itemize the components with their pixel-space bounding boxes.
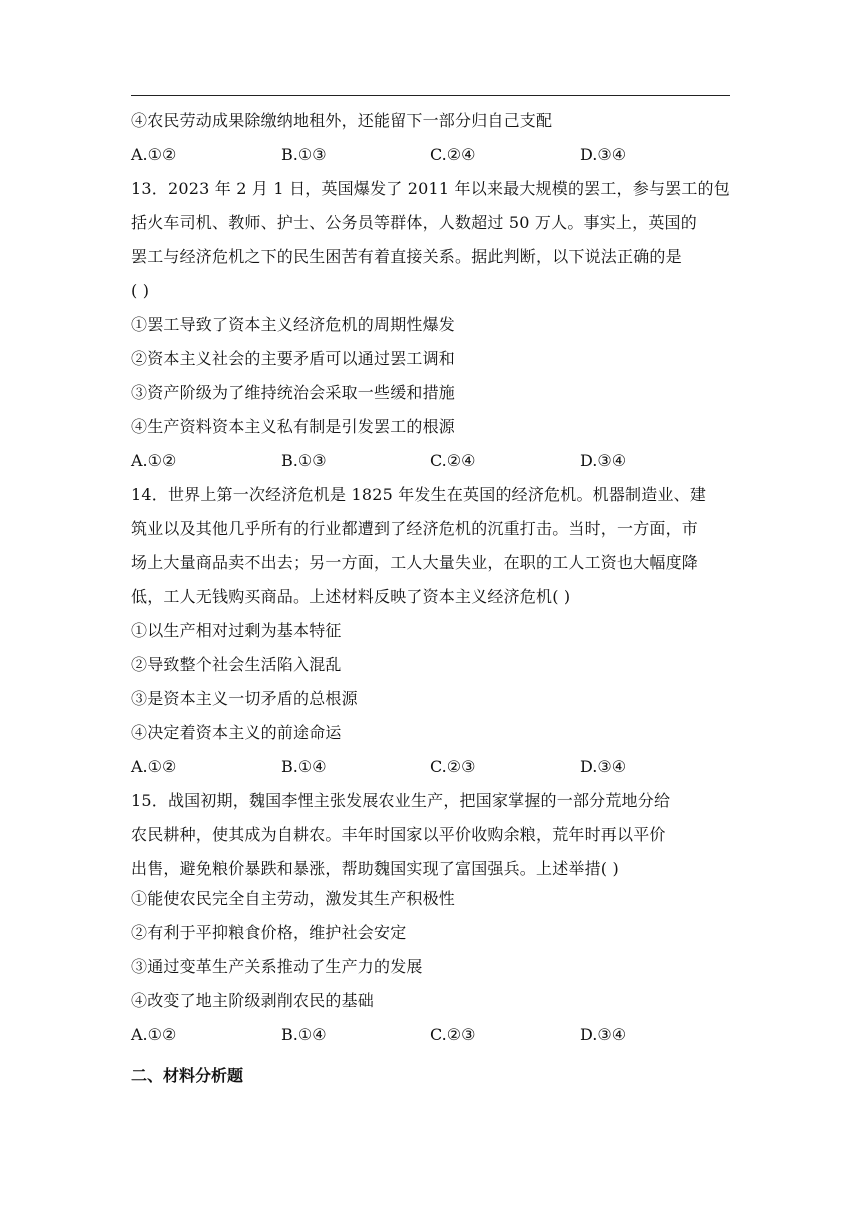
q15-answer-a: A.①② bbox=[131, 1025, 177, 1044]
q15-option-1: ①能使农民完全自主劳动，激发其生产积极性 bbox=[131, 889, 456, 908]
q13-option-3: ③资产阶级为了维持统治会采取一些缓和措施 bbox=[131, 383, 456, 402]
q12-answer-a: A.①② bbox=[131, 145, 177, 164]
q13-stem-line-2: 括火车司机、教师、护士、公务员等群体，人数超过 50 万人。事实上，英国的 bbox=[131, 213, 697, 232]
q14-stem-line-1: 14．世界上第一次经济危机是 1825 年发生在英国的经济危机。机器制造业、建 bbox=[131, 485, 707, 504]
q15-option-2: ②有利于平抑粮食价格，维护社会安定 bbox=[131, 923, 407, 942]
q14-answer-d: D.③④ bbox=[580, 757, 627, 776]
q15-stem-line-2: 农民耕种，使其成为自耕农。丰年时国家以平价收购余粮，荒年时再以平价 bbox=[131, 825, 666, 844]
q14-stem-line-3: 场上大量商品卖不出去；另一方面，工人大量失业，在职的工人工资也大幅度降 bbox=[131, 553, 699, 572]
q13-option-2: ②资本主义社会的主要矛盾可以通过罢工调和 bbox=[131, 349, 456, 368]
q15-stem-line-1: 15．战国初期，魏国李悝主张发展农业生产，把国家掌握的一部分荒地分给 bbox=[131, 791, 671, 810]
q15-answer-d: D.③④ bbox=[580, 1025, 627, 1044]
q12-answer-choices bbox=[131, 145, 731, 165]
q13-stem-line-3: 罢工与经济危机之下的民生困苦有着直接关系。据此判断，以下说法正确的是 bbox=[131, 247, 682, 266]
q14-answer-b: B.①④ bbox=[281, 757, 327, 776]
q15-answer-choices bbox=[131, 1025, 731, 1045]
q15-answer-c: C.②③ bbox=[430, 1025, 476, 1044]
q14-answer-c: C.②③ bbox=[430, 757, 476, 776]
q13-answer-b: B.①③ bbox=[281, 451, 327, 470]
q14-option-2: ②导致整个社会生活陷入混乱 bbox=[131, 655, 342, 674]
q13-option-4: ④生产资料资本主义私有制是引发罢工的根源 bbox=[131, 417, 456, 436]
q15-option-3: ③通过变革生产关系推动了生产力的发展 bbox=[131, 957, 423, 976]
q13-answer-d: D.③④ bbox=[580, 451, 627, 470]
q15-answer-b: B.①④ bbox=[281, 1025, 327, 1044]
q12-answer-c: C.②④ bbox=[430, 145, 476, 164]
q14-answer-a: A.①② bbox=[131, 757, 177, 776]
q13-answer-choices bbox=[131, 451, 731, 471]
q14-option-1: ①以生产相对过剩为基本特征 bbox=[131, 621, 342, 640]
q13-answer-a: A.①② bbox=[131, 451, 177, 470]
q14-answer-choices bbox=[131, 757, 731, 777]
q13-stem-line-1: 13．2023 年 2 月 1 日，英国爆发了 2011 年以来最大规模的罢工，参与罢工的包 bbox=[131, 179, 730, 198]
q12-answer-b: B.①③ bbox=[281, 145, 327, 164]
q14-stem-line-2: 筑业以及其他几乎所有的行业都遭到了经济危机的沉重打击。当时，一方面，市 bbox=[131, 519, 699, 538]
header-rule bbox=[131, 95, 730, 96]
q15-stem-line-3: 出售，避免粮价暴跌和暴涨，帮助魏国实现了富国强兵。上述举措( ) bbox=[131, 859, 619, 878]
q13-answer-c: C.②④ bbox=[430, 451, 476, 470]
section-heading: 二、材料分析题 bbox=[131, 1066, 244, 1085]
q14-option-4: ④决定着资本主义的前途命运 bbox=[131, 723, 342, 742]
q14-option-3: ③是资本主义一切矛盾的总根源 bbox=[131, 689, 358, 708]
q13-stem-line-4: ( ) bbox=[131, 281, 150, 300]
q13-option-1: ①罢工导致了资本主义经济危机的周期性爆发 bbox=[131, 315, 456, 334]
q12-answer-d: D.③④ bbox=[580, 145, 627, 164]
q14-stem-line-4: 低，工人无钱购买商品。上述材料反映了资本主义经济危机( ) bbox=[131, 587, 571, 606]
q12-option-4: ④农民劳动成果除缴纳地租外，还能留下一部分归自己支配 bbox=[131, 111, 553, 130]
q15-option-4: ④改变了地主阶级剥削农民的基础 bbox=[131, 991, 375, 1010]
